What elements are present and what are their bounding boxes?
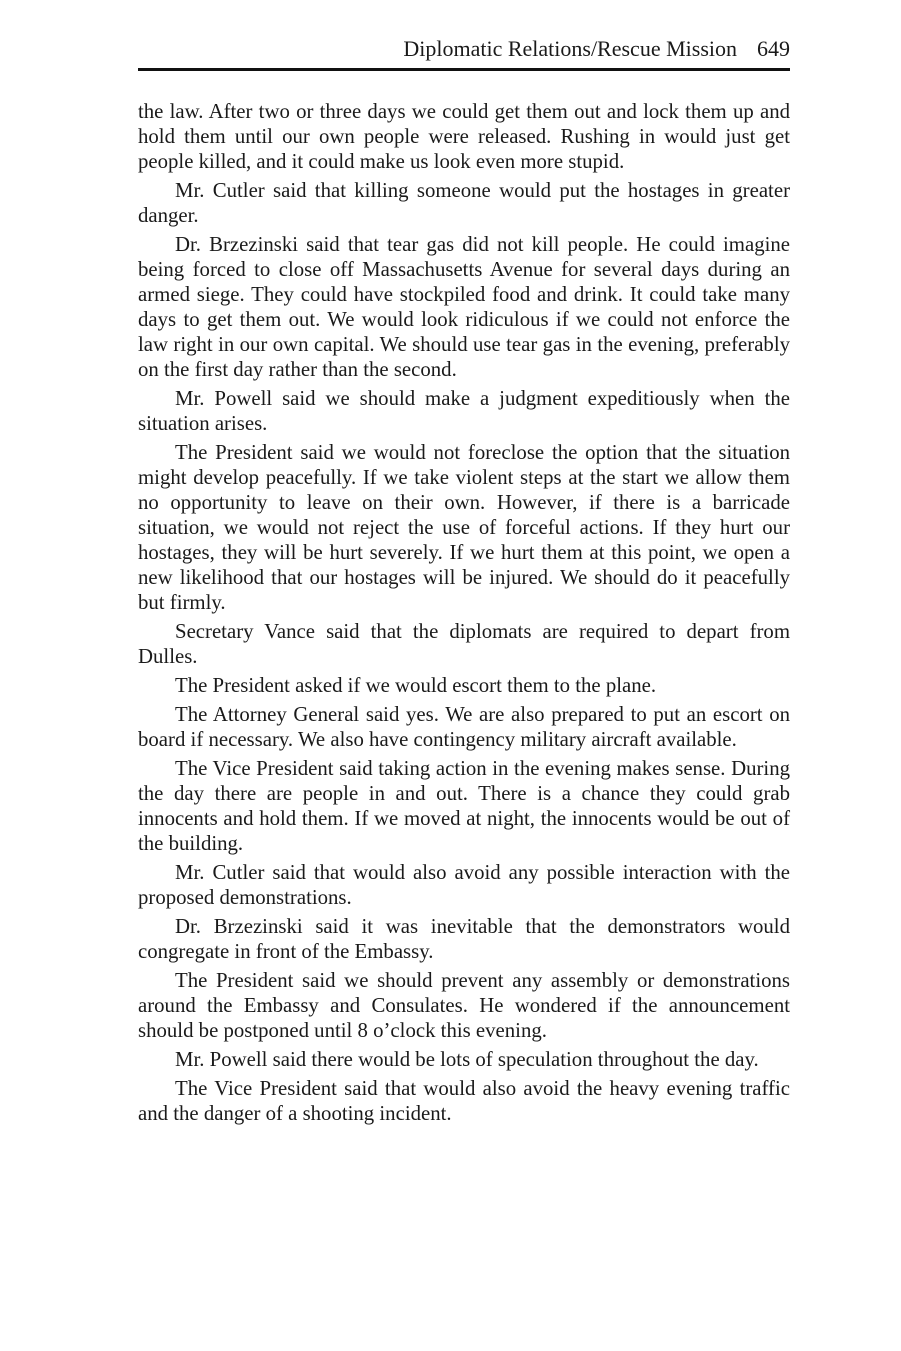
paragraph: The Vice President said taking action in the evening makes sense. During the day there are people in and out. There is a chance they could grab innocents and hold them. If we moved at night, the innocents would be out of the building. <box>138 757 790 855</box>
paragraph: The President said we would not foreclose the option that the situation might develop peacefully. If we take violent steps at the start we allow them no opportunity to leave on their own. However, if there is a barricade situation, we would not reject the use of forceful actions. If they hurt our hostages, they will be hurt severely. If we hurt them at this point, we open a new likelihood that our hostages will be injured. We should do it peacefully but firmly. <box>138 441 790 614</box>
paragraph: Mr. Powell said we should make a judgment expeditiously when the situation arises. <box>138 387 790 435</box>
paragraph: the law. After two or three days we could get them out and lock them up and hold them until our own people were released. Rushing in would just get people killed, and it could make us look even more stupid. <box>138 100 790 173</box>
paragraph: Mr. Powell said there would be lots of speculation throughout the day. <box>175 1048 759 1071</box>
paragraph: The Vice President said that would also avoid the heavy evening traffic and the danger of a shooting incident. <box>138 1077 790 1125</box>
header-rule <box>138 68 790 71</box>
paragraph: Dr. Brzezinski said that tear gas did not kill people. He could imagine being forced to close off Massachusetts Avenue for several days during an armed siege. They could have stockpiled food and drink. It could take many days to get them out. We would look ridiculous if we could not enforce the law right in our own capital. We should use tear gas in the evening, preferably on the first day rather than the second. <box>138 233 790 381</box>
paragraph: The President said we should prevent any assembly or demonstrations around the Embassy and Consulates. He wondered if the announcement should be postponed until 8 o’clock this evening. <box>138 969 790 1042</box>
paragraph: Secretary Vance said that the diplomats are required to depart from Dulles. <box>138 620 790 668</box>
running-head-title: Diplomatic Relations/Rescue Mission <box>403 36 737 61</box>
page-number: 649 <box>757 36 790 61</box>
paragraph: Dr. Brzezinski said it was inevitable that the demonstrators would congregate in front of the Embassy. <box>138 915 790 963</box>
paragraph: The President asked if we would escort them to the plane. <box>175 674 657 697</box>
paragraph: The Attorney General said yes. We are also prepared to put an escort on board if necessary. We also have contingency military aircraft available. <box>138 703 790 751</box>
paragraph: Mr. Cutler said that killing someone would put the hostages in greater danger. <box>138 179 790 227</box>
body-text <box>138 99 790 1130</box>
running-head <box>138 34 790 64</box>
paragraph: Mr. Cutler said that would also avoid any possible interaction with the proposed demonstrations. <box>138 861 790 909</box>
